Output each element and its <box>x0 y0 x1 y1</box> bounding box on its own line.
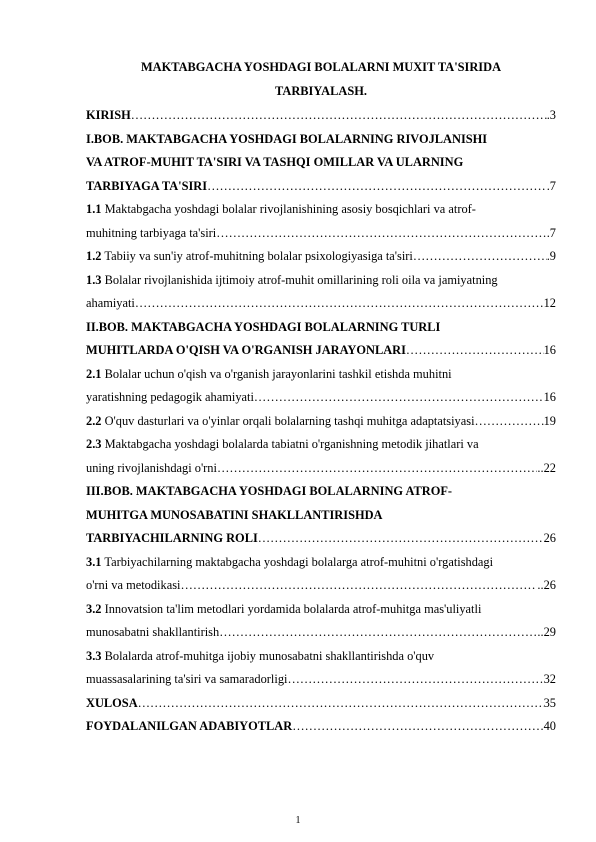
dot-leader <box>254 386 544 410</box>
toc-entry-2-3-line-1 <box>86 433 556 457</box>
toc-entry-xulosa <box>86 692 556 716</box>
section-title: Bolalarda atrof-muhitga ijobiy munosabatni shakllantirishda o'quv <box>104 648 435 663</box>
section-number: 2.2 <box>86 413 102 428</box>
toc-entry-kirish <box>86 104 556 128</box>
section-title: Bolalar rivojlanishida ijtimoiy atrof-muhit omillarining roli oila va jamiyatning <box>104 272 498 287</box>
toc-entry-1-1-line-1 <box>86 198 556 222</box>
toc-entry-chapter-2 <box>86 339 556 363</box>
toc-entry-text: XULOSA <box>86 695 138 710</box>
section-number: 1.2 <box>86 249 102 263</box>
toc-page-number: 26 <box>543 531 556 545</box>
toc-page-number: .7 <box>546 178 556 193</box>
toc-entry-1-1 <box>86 222 556 246</box>
toc-entry-chapter-3 <box>86 527 556 551</box>
toc-entry-adabiyotlar <box>86 715 556 739</box>
chapter-2-heading-line-2: MUHITLARDA O'QISH VA O'RGANISH JARAYONLARI <box>86 343 406 357</box>
section-title: Bolalar uchun o'qish va o'rganish jarayonlarini tashkil etishda muhitni <box>104 366 452 381</box>
toc-entry-3-3-line-1 <box>86 645 556 669</box>
toc-entry-chapter-1 <box>86 175 556 199</box>
toc-entry-2-1-line-1 <box>86 363 556 387</box>
toc-page-number: 16 <box>543 390 556 404</box>
page-number-footer: 1 <box>295 815 301 826</box>
chapter-3-heading-line-3: TARBIYACHILARNING ROLI <box>86 531 258 545</box>
dot-leader <box>131 104 547 128</box>
section-title: Tarbiyachilarning maktabgacha yoshdagi bolalarga atrof-muhitni o'rgatishdagi <box>104 554 494 569</box>
table-of-contents <box>86 104 556 739</box>
toc-page-number: ..26 <box>537 578 556 592</box>
chapter-3-heading-line-2: MUHITGA MUNOSABATINI SHAKLLANTIRISHDA <box>86 507 383 522</box>
section-title-cont: o'rni va metodikasi <box>86 578 181 592</box>
section-title-cont: ahamiyati <box>86 296 135 310</box>
chapter-1-heading-line-2: VA ATROF-MUHIT TA'SIRI VA TASHQI OMILLAR VA ULARNING <box>86 155 464 169</box>
toc-entry-3-2-line-1 <box>86 598 556 622</box>
section-title: O'quv dasturlari va o'yinlar orqali bolalarning tashqi muhitga adaptatsiyasi <box>104 413 475 428</box>
toc-entry-2-2 <box>86 410 556 434</box>
dot-leader <box>475 410 544 434</box>
toc-page-number: 32 <box>543 672 556 686</box>
dot-leader <box>207 175 547 199</box>
toc-page-number: 16 <box>543 343 556 357</box>
dot-leader <box>287 668 543 692</box>
dot-leader <box>219 621 537 645</box>
dot-leader <box>138 692 544 716</box>
section-title-cont: muassasalarining ta'siri va samaradorligi <box>86 672 288 686</box>
section-title-cont: uning rivojlanishdagi o'rni <box>86 460 217 475</box>
dot-leader <box>216 222 546 246</box>
toc-entry-3-1-line-1 <box>86 551 556 575</box>
toc-entry-3-3 <box>86 668 556 692</box>
section-title-cont: yaratishning pedagogik ahamiyati <box>86 390 254 404</box>
section-title: Maktabgacha yoshdagi bolalarda tabiatni o'rganishning metodik jihatlari va <box>104 437 479 451</box>
toc-entry-2-3 <box>86 457 556 481</box>
toc-page-number: 40 <box>543 719 556 733</box>
section-number: 1.3 <box>86 272 102 287</box>
section-number: 2.1 <box>86 366 102 381</box>
section-number: 3.3 <box>86 648 102 663</box>
section-title: Tabiiy va sun'iy atrof-muhitning bolalar psixologiyasiga ta'siri <box>104 249 413 263</box>
toc-page-number: 12 <box>543 296 556 310</box>
chapter-1-heading-line-1: I.BOB. MAKTABGACHA YOSHDAGI BOLALARNING RIVOJLANISHI <box>86 131 488 146</box>
toc-entry-1-2 <box>86 245 556 269</box>
dot-leader <box>406 339 544 363</box>
chapter-2-heading-line-1: II.BOB. MAKTABGACHA YOSHDAGI BOLALARNING TURLI <box>86 319 441 334</box>
section-title: Innovatsion ta'lim metodlari yordamida bolalarda atrof-muhitga mas'uliyatli <box>104 601 482 616</box>
dot-leader <box>292 715 543 739</box>
section-number: 3.1 <box>86 554 102 569</box>
toc-entry-text: KIRISH <box>86 108 131 122</box>
toc-page-number: 35 <box>543 695 556 710</box>
toc-page-number: .7 <box>546 225 556 240</box>
title-line-2: TARBIYALASH. <box>275 83 367 98</box>
toc-page-number: .9 <box>546 249 556 263</box>
chapter-1-heading-line-3: TARBIYAGA TA'SIRI <box>86 178 208 193</box>
dot-leader <box>135 292 544 316</box>
title-line-1: MAKTABGACHA YOSHDAGI BOLALARNI MUXIT TA'SIRIDA <box>140 60 502 74</box>
section-title-cont: munosabatni shakllantirish <box>86 625 220 639</box>
toc-page-number: ..22 <box>537 460 556 475</box>
section-title: Maktabgacha yoshdagi bolalar rivojlanishining asosiy bosqichlari va atrof- <box>104 202 476 216</box>
document-title <box>86 56 556 103</box>
toc-entry-3-2 <box>86 621 556 645</box>
toc-page-number: 19 <box>543 413 556 428</box>
dot-leader <box>217 457 537 481</box>
section-number: 2.3 <box>86 437 102 451</box>
toc-page-number: ..29 <box>537 625 556 639</box>
dot-leader <box>413 245 547 269</box>
toc-entry-text: FOYDALANILGAN ADABIYOTLAR <box>86 719 293 733</box>
section-title-cont: muhitning tarbiyaga ta'siri <box>86 225 217 240</box>
dot-leader <box>180 574 537 598</box>
section-number: 1.1 <box>86 202 102 216</box>
toc-entry-2-1 <box>86 386 556 410</box>
toc-entry-3-1 <box>86 574 556 598</box>
toc-entry-1-3 <box>86 292 556 316</box>
toc-page-number: .3 <box>546 108 556 122</box>
chapter-3-heading-line-1: III.BOB. MAKTABGACHA YOSHDAGI BOLALARNING ATROF- <box>86 484 453 498</box>
toc-entry-1-3-line-1 <box>86 269 556 293</box>
dot-leader <box>258 527 544 551</box>
section-number: 3.2 <box>86 601 102 616</box>
